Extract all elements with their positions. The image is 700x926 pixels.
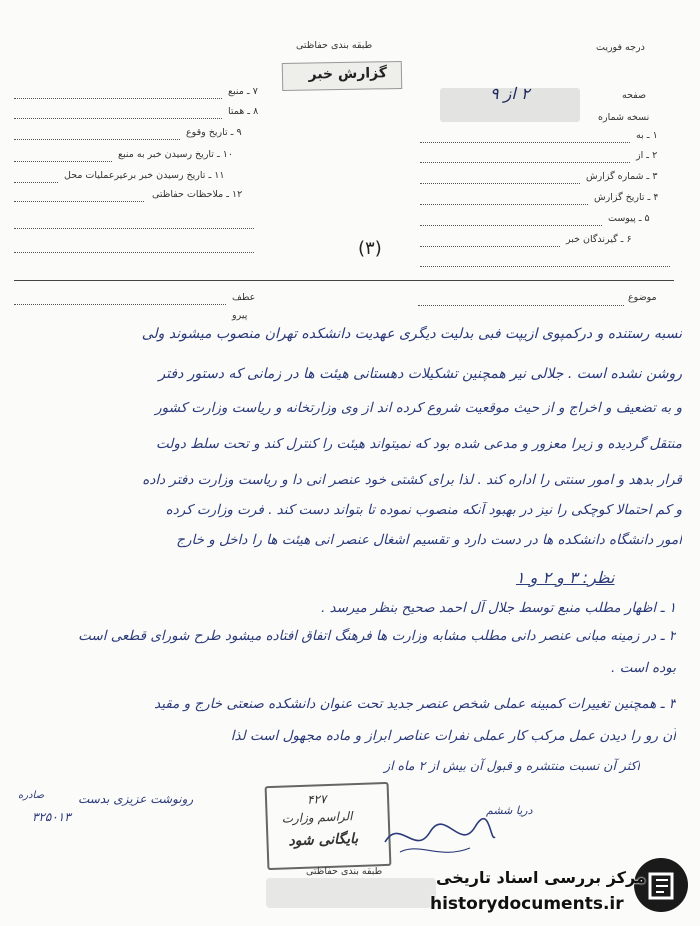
note-item: بوده است . (610, 660, 676, 676)
field-to: ۱ ـ به (636, 130, 658, 141)
body-line: قرار بدهد و امور سنتی را اداره کند . لذا برای کشتی خود عنصر انی دا و ریاست وزارت دفتر داده (142, 472, 682, 488)
copy-label: نسخه شماره (598, 112, 650, 123)
copy-number: ۳۲۵۰۱۳ (32, 810, 71, 824)
body-line: روشن نشده است . جلالی نیر همچنین تشکیلات دهستانی هیئت ها در زمانی که دستور دفتر (158, 366, 682, 382)
field-line (14, 98, 222, 99)
field-source: ۷ ـ منبع (228, 86, 258, 97)
header-separator (14, 280, 674, 281)
follow-up-label: پیرو (232, 310, 248, 321)
field-security-notes: ۱۲ ـ ملاحظات حفاظتی (152, 189, 243, 200)
priority-label: درجه فوریت (596, 42, 645, 53)
page-label: صفحه (622, 90, 647, 101)
note-item: ۱ ـ اظهار مطلب منبع توسط جلال آل احمد صحیح بنظر میرسد . (320, 600, 676, 616)
footer-classification: طبقه بندی حفاظتی (306, 866, 383, 877)
field-line (14, 139, 180, 140)
field-local-date: ۱۱ ـ تاریخ رسیدن خبر برعیرعملیات محل (64, 170, 225, 181)
notes-header: نظر: ۳ و ۲ و ۱ (516, 568, 615, 587)
field-from: ۲ ـ از (636, 150, 658, 161)
watermark-url: historydocuments.ir (430, 894, 624, 914)
field-counterpart: ۸ ـ همتا (228, 106, 259, 117)
body-line: امور دانشگاه دانشکده ها در دست دارد و تقسیم اشغال عنصر انی هیئت ها را داخل و خارج (176, 532, 682, 548)
field-line (420, 204, 588, 205)
field-line (420, 142, 630, 143)
field-recipients: ۶ ـ گیرندگان خبر (566, 234, 632, 245)
body-line: منتقل گردیده و زیرا معزور و مدعی شده بود که نمیتواند هیئت را کنترل کند و تحت سلط دولت (156, 436, 682, 452)
page-number: (۳) (358, 238, 382, 259)
field-line (420, 183, 580, 184)
field-line (420, 225, 602, 226)
title-stamp (282, 61, 402, 91)
subject-label: موضوع (628, 292, 657, 303)
field-report-number: ۳ ـ شماره گزارش (586, 171, 658, 182)
body-line: و کم احتمالا کوچکی را نیز در بهبود آنکه منصوب نموده تا بتواند دست کند . فرت وزارت کرده (165, 502, 682, 518)
subject-line (418, 305, 624, 306)
reference-label: عطف (232, 292, 256, 303)
sign-note: دریا ششم (486, 804, 533, 817)
field-line (14, 118, 222, 119)
copy-small: صادره (18, 790, 45, 801)
body-line: و به تضعیف و اخراج و از حیث موقعیت شروع کرده اند از وی وزارتخانه و ریاست وزارت کشور (155, 400, 682, 416)
classification-header: طبقه بندی حفاظتی (296, 40, 373, 51)
report-title: گزارش خبر (308, 65, 388, 83)
stamp-number: ۴۲۷ (306, 792, 327, 807)
field-line (14, 161, 112, 162)
field-line (14, 201, 144, 202)
signature-scribble (380, 812, 500, 862)
field-source-date: ۱۰ ـ تاریخ رسیدن خبر به منبع (118, 149, 233, 160)
field-report-date: ۴ ـ تاریخ گزارش (594, 192, 659, 203)
watermark-title: مرکز بررسی اسناد تاریخی (436, 868, 646, 887)
stamp-name: بایگانی شود (288, 830, 359, 850)
reference-line (14, 304, 226, 305)
page-values: ۲ از ۹ (490, 84, 530, 103)
note-item: ۲ ـ در زمینه مبانی عنصر دانی مطلب مشابه وزارت ها فرهنگ اتفاق افتاده میشود طرح شورای قطعی است (78, 628, 676, 644)
body-line: نسبه رستنده و درکمپوی ازیپت فبی بدلیت دیگری عهدیت دانشکده تهران منصوب میشوند ولی (141, 326, 682, 342)
note-item: اکثر آن نسبت منتشره و قبول آن بیش از ۲ ماه از (384, 758, 640, 773)
field-attachment: ۵ ـ پیوست (608, 213, 650, 224)
field-line (420, 162, 630, 163)
archive-stamp (265, 782, 392, 870)
field-line (14, 182, 58, 183)
note-item: ۳ ـ همچنین تغییرات کمبینه عملی شخص عنصر جدید تحت عنوان دانشکده صنعتی خارج و مقید (154, 696, 676, 712)
field-line (420, 266, 670, 267)
page-stamp-smudge (440, 88, 580, 122)
note-item: آن رو را دیدن عمل مرکب کار عملی نفرات عناصر ابراز و ماده مجهول است لذا (230, 728, 676, 744)
stamp-sub: الراسم وزارت (281, 809, 353, 826)
copy-annotation: رونوشت عزیزی بدست (78, 792, 194, 806)
field-occurrence-date: ۹ ـ تاریخ وقوع (186, 127, 242, 138)
field-line (14, 228, 254, 229)
field-line (14, 252, 254, 253)
field-line (420, 246, 560, 247)
footer-smudge (266, 878, 436, 908)
